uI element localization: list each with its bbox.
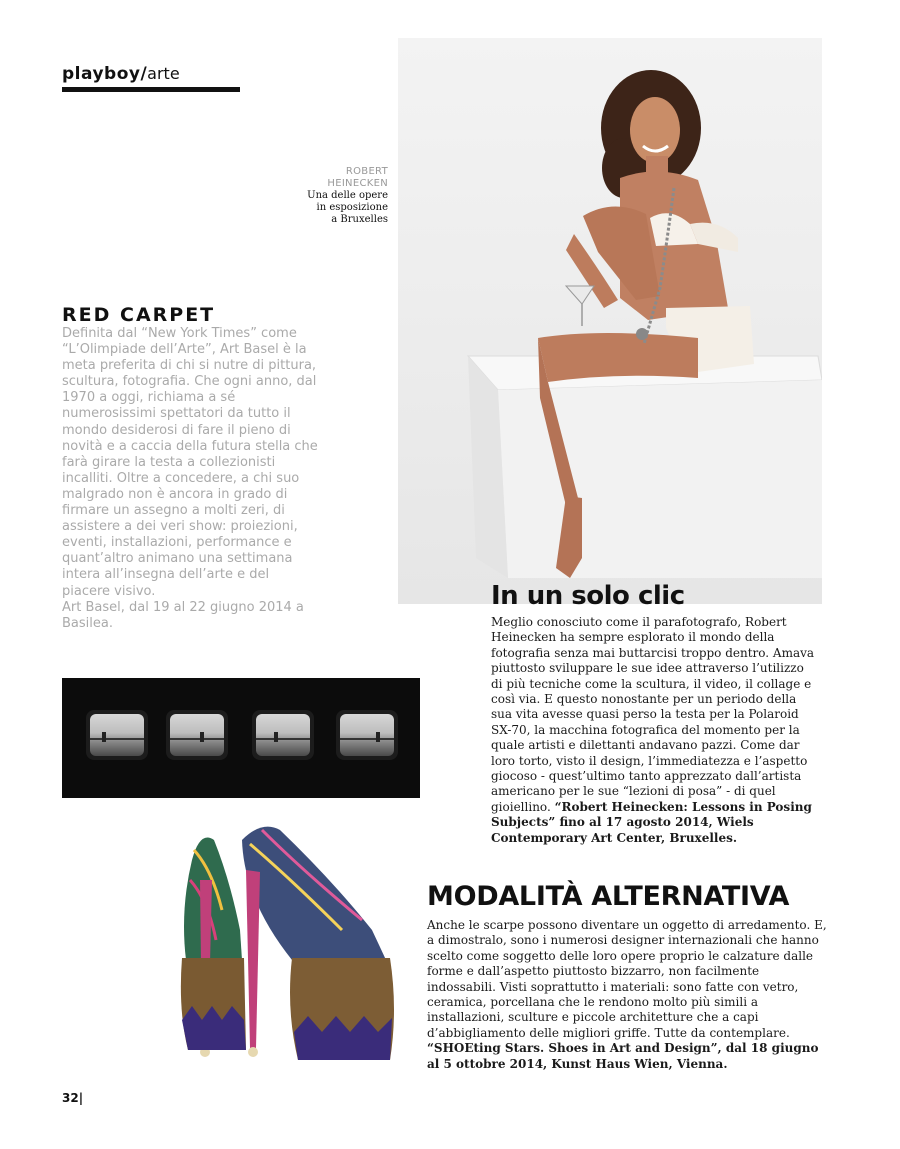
clic-event: “Robert Heinecken: Lessons in Posing Subjects” fino al 17 agosto 2014, Wiels Contemporary Art Center, Bruxelles. [491,799,812,845]
caption-artist-line: HEINECKEN [327,178,388,189]
clic-text: Meglio conosciuto come il parafotografo, Robert Heinecken ha sempre esplorato il mondo della fotografia senza mai buttarcisi troppo dentro. Amava piuttosto sviluppare le sue idee attraverso l’utilizzo di più tecniche come la scultura, il video, il collage e così via. E questo nonostante per un periodo della sua vita avesse quasi perso la testa per la Polaroid SX-70, la macchina fotografica del momento per la quale artisti e dilettanti andavano pazzi. Come dar loro torto, visto il design, l’immediatezza e l’aspetto giocoso - quest’ultimo tanto apprezzato dall’artista americano per le sue “lezioni di posa” - di quel gioiellino. [491,615,815,814]
sculptural-shoes-illustration [172,820,400,1072]
photo-caption [278,166,388,226]
caption-description-line: Una delle opere [307,190,388,201]
modalita-heading: MODALITÀ ALTERNATIVA [427,881,790,912]
tv-screen [166,710,228,760]
page-number: 32| [62,1091,84,1105]
heinecken-artwork-image [398,38,822,604]
red-carpet-event: Art Basel, dal 19 al 22 giugno 2014 a Basilea. [62,599,304,631]
section-name: arte [147,64,180,83]
modalita-body [427,918,827,1072]
clic-heading: In un solo clic [491,581,685,611]
modalita-text: Anche le scarpe possono diventare un oggetto di arredamento. E, a dimostralo, sono i numerosi designer internazionali che hanno scelto come soggetto delle loro opere proprio le calzature dalle forme e dall’aspetto piuttosto bizzarro, non facilmente indossabili. Visti soprattutto i materiali: sono fatte con vetro, ceramica, porcellana che le rendono molto più simili a installazioni, sculture e piccole architetture che a capi d’abbigliamento delle migliori griffe. Tutte da contemplare. [427,918,827,1040]
red-carpet-text: Definita dal “New York Times” come “L’Olimpiade dell’Arte”, Art Basel è la meta preferita di chi si nutre di pittura, scultura, fotografia. Che ogni anno, dal 1970 a oggi, richiama a sé numerosissimi spettatori da tutto il mondo desiderosi di fare il pieno di novità e a caccia della futura stella che farà girare la testa a collezionisti incalliti. Oltre a concedere, a chi suo malgrado non è ancora in grado di firmare un assegno a molti zeri, di assistere a dei veri show: proiezioni, eventi, installazioni, performance e quant’altro animano una settimana intera all’insegna dell’arte e del piacere visivo. [62,326,318,599]
caption-artist-line: ROBERT [345,166,388,177]
caption-description-line: a Bruxelles [331,214,388,225]
tv-installation-image [62,678,420,798]
red-carpet-heading: RED CARPET [62,305,300,325]
tv-screen [252,710,314,760]
tv-screen [336,710,398,760]
clic-body [491,615,819,846]
section-header [62,64,240,92]
red-carpet-body [62,326,318,632]
header-rule [62,87,240,92]
brand-name: playboy/ [62,64,148,84]
caption-description-line: in esposizione [316,202,388,213]
tv-screen [86,710,148,760]
shoes-image [172,820,400,1072]
modalita-event: “SHOEting Stars. Shoes in Art and Design”, dal 18 giugno al 5 ottobre 2014, Kunst Haus Wien, Vienna. [427,1041,819,1071]
main-photo [398,38,822,604]
